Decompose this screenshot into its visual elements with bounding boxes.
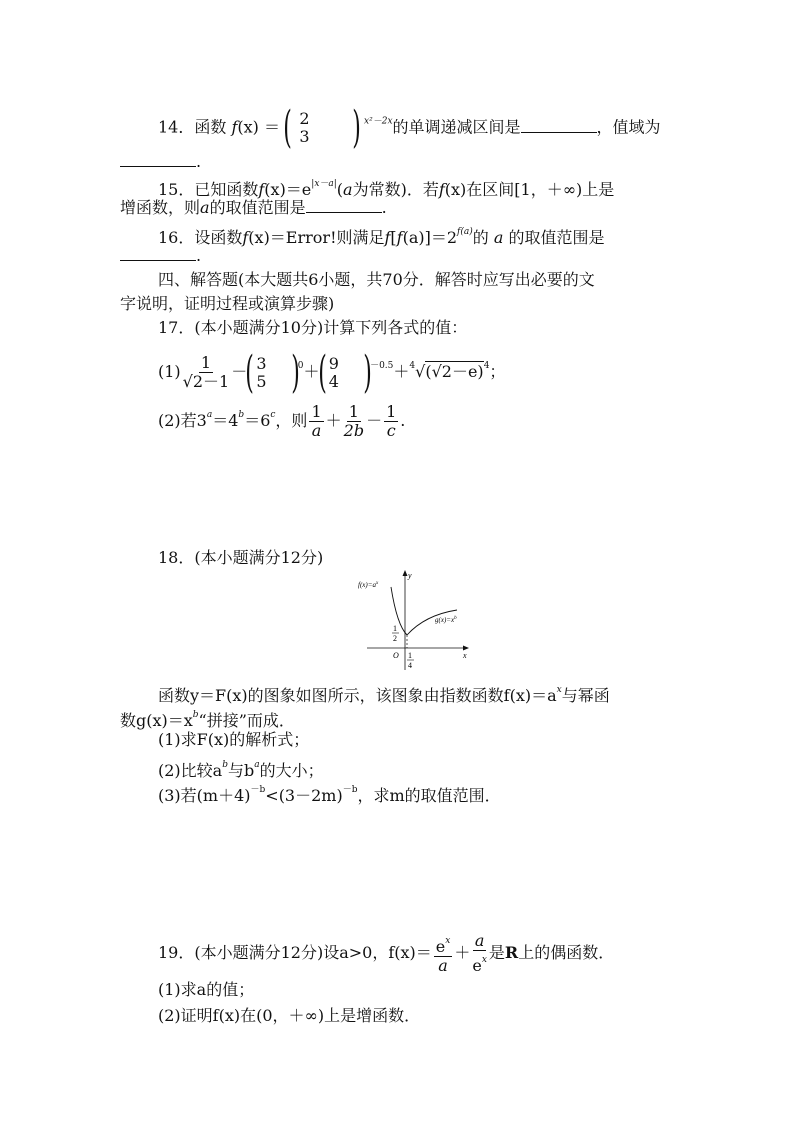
q16-sup: f(a) [457,227,473,237]
g-label: $g(x)=x^b$ [435,616,457,624]
q14-rparen: ) [352,102,361,153]
f-label: $f(x)=a^x$ [358,581,379,589]
q14-text2: 的单调递减区间是 [392,117,521,137]
q18-t2s: b [192,710,199,720]
q17-fa-d: a [311,421,322,440]
q16-f3: f [396,228,403,247]
q17-frac3 [327,355,341,391]
q15-f: f [258,180,265,199]
q17-fa-n: 1 [311,402,322,421]
q14-blank-2[interactable] [120,152,196,167]
q14-number: 14． [158,117,195,137]
q15-sup: |x－a| [311,179,337,189]
q18-sub3 [158,780,501,806]
q16-f2: f [384,228,391,247]
q18-s2c: 的大小； [259,761,324,780]
q19-d1: a [438,956,448,975]
q15-line2 [120,198,387,218]
q16-t5: 的 [472,228,489,247]
q17-title: 17．(本小题满分10分)计算下列各式的值： [158,318,468,337]
q17-n2: 3 [256,353,267,373]
q16-line2 [120,246,201,266]
q17-fc-n: 1 [386,402,397,421]
q15-t1: 15．已知函数 [158,180,259,199]
q18-s2s2: a [254,760,260,770]
quarter-den: 4 [408,661,412,670]
q14-exponent: x²－2x [364,116,393,127]
q17-semi: ； [489,362,506,381]
q14-text: 函数 [194,117,227,137]
question-14 [158,102,661,153]
q17-end: . [400,411,406,430]
q17-t2: ＝4 [212,411,239,430]
q18-s3a: (3)若(m＋4) [158,786,251,805]
q18-text-1 [158,680,610,706]
q15-t5: (x)在区间[1，＋∞)上是 [444,180,615,199]
q17-exp3: －0.5 [370,361,394,371]
q18-s3s1: －b [250,785,266,795]
q19-R: R [504,943,519,962]
q18-sub1: (1)求F(x)的解析式； [158,730,310,749]
q18-graph [355,565,475,675]
q14-x: (x) [237,117,259,137]
q15-a: a [343,180,353,199]
q19-d2s: x [481,955,487,965]
q16-f: f [242,228,249,247]
q17-t4: ，则 [275,411,308,430]
q14-num: 2 [299,109,310,128]
q14-end: . [196,152,202,171]
q15-t3: ( [336,180,344,199]
q15-end: . [381,198,387,217]
q16-blank[interactable] [120,246,196,261]
q16-t6: 的取值范围是 [508,228,605,247]
origin-label: O [393,651,399,660]
q18-t2: 数g(x)＝x [120,711,193,730]
q14-lparen: ( [283,102,293,153]
q19-frac2 [472,932,487,975]
q15-f2: f [438,180,445,199]
q17-fb-n: 1 [348,402,359,421]
question-19 [158,932,614,975]
question-15 [158,174,614,200]
q17-n3: 9 [328,353,339,373]
q18-text-2 [120,705,295,731]
q17-p1-label: (1) [158,362,181,381]
q17-d3: 4 [328,371,339,391]
q18-s3c: ，求m的取值范围． [357,786,501,805]
q17-t3: ＝6 [244,411,271,430]
q17-lp3: ( [317,346,327,398]
q19-d2: e [472,956,482,975]
q18-t1s: x [556,685,562,695]
q17-plus2: ＋ [393,362,410,381]
q15-a2: a [200,198,210,217]
q18-s3b: <(3－2m) [265,786,343,805]
q17-t1: (2)若3 [158,411,207,430]
q18-s2a: (2)比较a [158,761,223,780]
q18-t1b: 与幂函 [561,686,610,705]
q17-fb [344,403,364,440]
q15-t4: 为常数)．若 [352,180,439,199]
q18-title: 18．(本小题满分12分) [158,548,324,567]
x-label: x [463,651,467,660]
q18-t2b: “拼接”而成． [198,711,295,730]
q15-blank[interactable] [306,198,382,213]
q18-t1: 函数y＝F(x)的图象如图所示，该图象由指数函数f(x)＝a [158,686,557,705]
q17-root-index: 4 [409,361,416,371]
q14-f: f [231,117,238,137]
half-den: 2 [393,634,397,643]
q17-frac2 [254,355,268,391]
q19-sub1: (1)求a的值； [158,980,255,999]
q17-rexp: 4 [483,361,490,371]
question-16 [158,222,605,248]
q16-a: a [493,228,504,247]
section-4-heading: 四、解答题(本大题共6小题，共70分．解答时应写出必要的文 [158,270,595,289]
q17-exp2: 0 [297,361,304,371]
q14-text3: ，值域为 [596,117,661,137]
q15-t6: 增函数，则 [120,198,201,217]
q19-sub2: (2)证明f(x)在(0，＋∞)上是增函数． [158,1006,421,1025]
q17-fc [384,403,398,440]
q17-plus: ＋ [303,362,320,381]
q19-n1: e [435,937,446,956]
q14-blank-1[interactable] [521,118,597,133]
q19-t3: 是 [488,943,505,962]
q17-radical: √ [415,362,426,381]
q17-frac1 [183,354,230,391]
q17-d1: √2－1 [182,372,230,391]
q14-eq: ＝ [264,117,281,137]
q15-t2: (x)＝e [264,180,312,199]
half-num: 1 [393,624,397,633]
q16-t4: (a)]＝2 [402,228,458,247]
q16-t2: (x)＝Error!则满足 [248,228,385,247]
q17-part1 [158,346,506,398]
q19-frac1 [434,932,453,975]
section-4-heading-2: 字说明，证明过程或演算步骤) [120,294,335,313]
q17-lp2: ( [245,346,255,398]
x-arrow-icon [463,646,469,651]
q17-s3: c [270,410,276,420]
quarter-num: 1 [408,651,412,660]
q15-t7: 的取值范围是 [209,198,306,217]
q17-fb-d: 2b [343,421,365,440]
q19-t4: 上的偶函数． [518,943,615,962]
q17-rp2: ) [290,346,300,398]
q17-s2: b [238,410,245,420]
q17-n1: 1 [200,353,212,372]
q17-d2: 5 [256,371,267,391]
q16-t3: [ [390,228,397,247]
q18-sub2 [158,755,324,781]
y-label: y [408,571,412,580]
q16-end: . [196,246,202,265]
q14-fraction [297,110,311,146]
q19-t2: f(x)＝ [388,943,432,962]
q19-n1s: x [445,936,451,946]
q19-plus: ＋ [454,943,471,962]
q17-radicand: (√2－e) [425,362,484,381]
q17-fa [309,403,323,440]
q17-part2: (2)若$3^a=4^b=6^c$，则 $\frac{1}{a}$ ＋ $\frac{1}{2b}$ － $\frac{1}{c}$ . [158,402,406,440]
q17-s1: a [206,410,213,420]
q17-minus: － [231,362,248,381]
q19-t1: 19．(本小题满分12分)设a>0， [158,943,389,962]
q18-s3s2: －b [342,785,358,795]
q14-den: 3 [299,127,310,146]
q19-n2: a [474,931,485,950]
y-arrow-icon [403,570,408,576]
q18-s2s1: b [222,760,228,770]
q17-rp3: ) [363,346,372,398]
q14-line2 [120,152,201,172]
q17-fc-d: c [386,421,396,440]
q16-t1: 16．设函数 [158,228,243,247]
q18-s2b: 与b [227,761,255,780]
